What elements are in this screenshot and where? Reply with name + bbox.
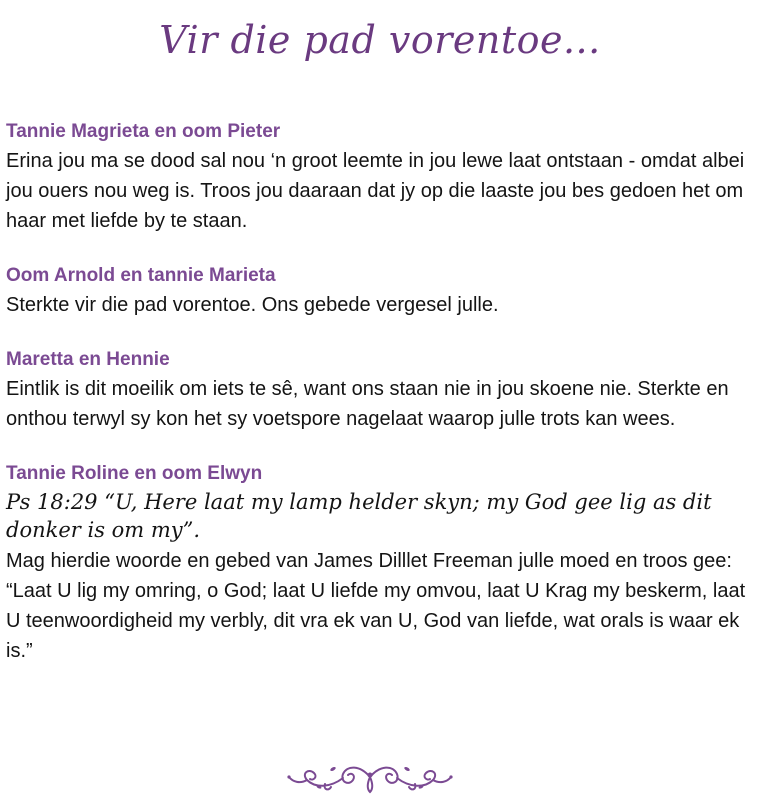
message-text: Sterkte vir die pad vorentoe. Ons gebede vergesel julle. (6, 294, 499, 316)
message-sender: Tannie Roline en oom Elwyn (6, 463, 263, 484)
message-list (6, 118, 754, 692)
page-title: Vir die pad vorentoe... (159, 18, 601, 62)
message-sender: Maretta en Hennie (6, 349, 170, 370)
message-sender: Oom Arnold en tannie Marieta (6, 265, 276, 286)
message-text: Erina jou ma se dood sal nou ‘n groot leemte in jou lewe laat ontstaan - omdat albei jou ouers nou weg is. Troos jou daaraan dat jy op die laaste jou bes gedoen het om haar met liefde by te staan. (6, 150, 745, 232)
message-arnold-marieta (6, 262, 754, 320)
message-sender: Tannie Magrieta en oom Pieter (6, 121, 281, 142)
flourish-ornament-icon (285, 760, 455, 794)
scripture-verse: Ps 18:29 “U, Here laat my lamp helder skyn; my God gee lig as dit donker is om my”. (6, 490, 712, 542)
message-text: Eintlik is dit moeilik om iets te sê, want ons staan nie in jou skoene nie. Sterkte en onthou terwyl sy kon het sy voetspore nagelaat waarop julle trots kan wees. (6, 378, 729, 430)
message-maretta-hennie (6, 346, 754, 434)
message-text: Mag hierdie woorde en gebed van James Dilllet Freeman julle moed en troos gee: “Laat U lig my omring, o God; laat U liefde my omvou, laat U Krag my beskerm, laat U teenwoordigheid my verbly, dit vra ek van U, God van liefde, wat orals is waar ek is.” (6, 550, 746, 662)
message-roline-elwyn (6, 460, 754, 666)
message-magrieta-pieter (6, 118, 754, 236)
